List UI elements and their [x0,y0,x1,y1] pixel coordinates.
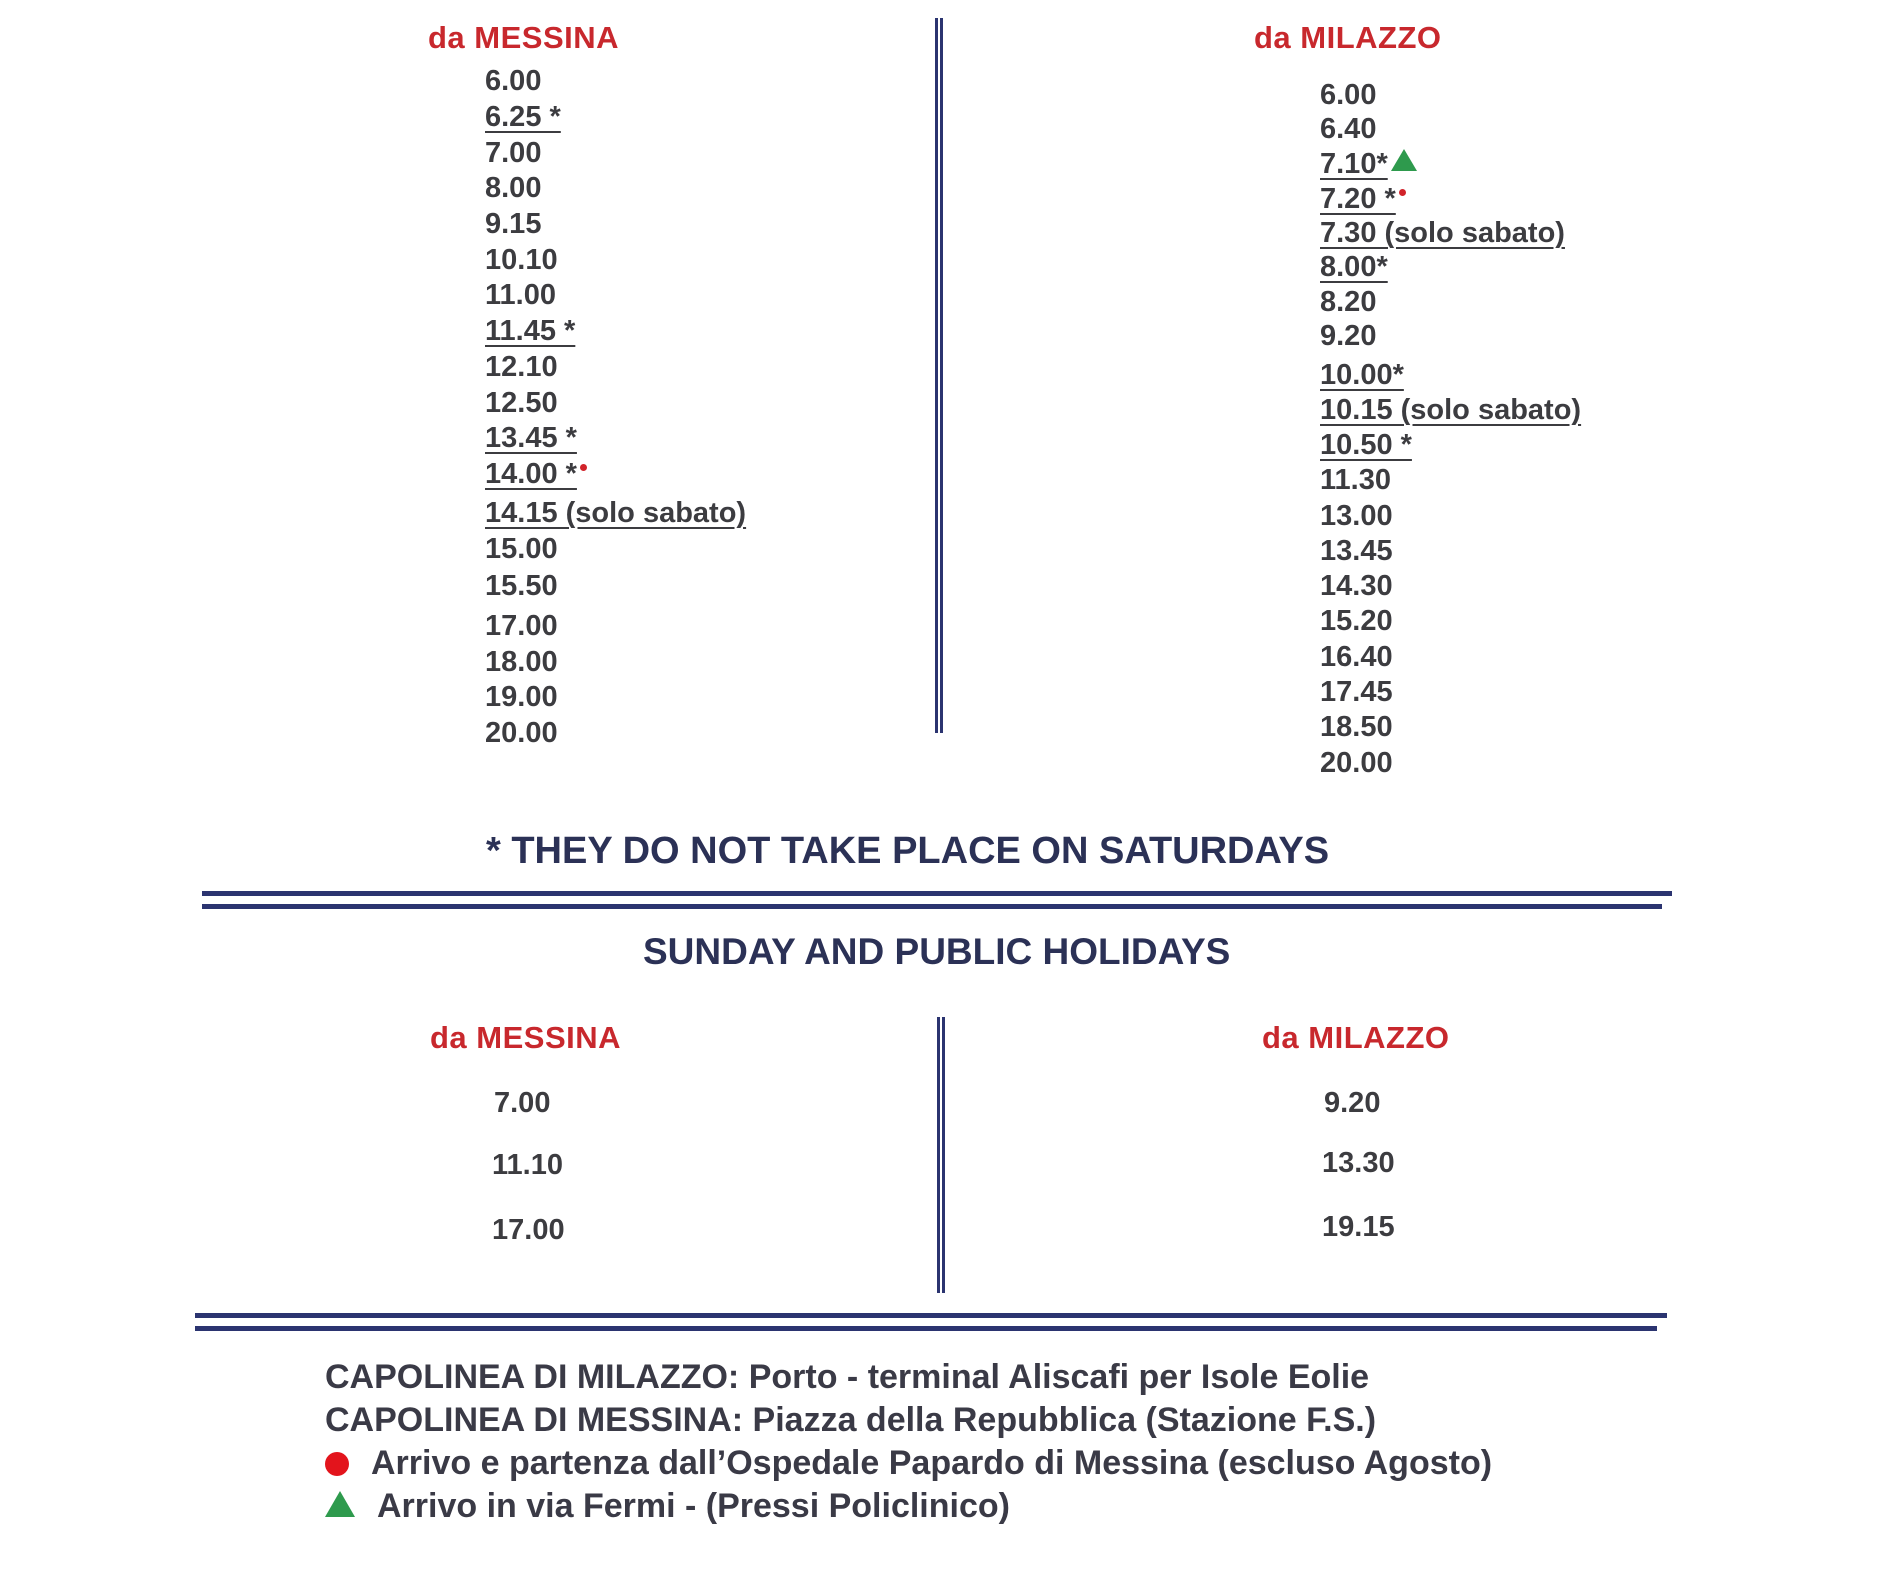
messina-time-label: 17.00 [485,610,558,642]
milazzo-time-row [1320,499,1393,533]
milazzo-time-row [1320,393,1581,427]
green-triangle-icon [325,1491,355,1517]
messina-time-row [485,680,558,714]
sunday-milazzo-heading: da MILAZZO [1262,1020,1450,1055]
milazzo-time-row [1320,604,1393,638]
sunday-messina-time: 11.10 [492,1149,563,1181]
milazzo-time-row [1320,216,1565,250]
messina-terminal-line [325,1401,1376,1440]
milazzo-terminal-label: CAPOLINEA DI MILAZZO: [325,1358,740,1396]
messina-time-row [485,314,575,348]
messina-terminal-label: CAPOLINEA DI MESSINA: [325,1401,744,1439]
sunday-milazzo-time: 19.15 [1322,1211,1395,1243]
red-dot-icon [580,464,587,471]
messina-time-row [485,386,558,420]
weekday-column-divider [935,18,943,733]
milazzo-time-label: 10.00* [1320,359,1404,391]
milazzo-time-label: 10.15 (solo sabato) [1320,394,1582,426]
messina-time-label: 15.50 [485,570,558,602]
messina-time-row [485,609,558,643]
milazzo-time-label: 13.45 [1320,535,1393,567]
messina-time-row [485,496,746,530]
red-dot-icon [325,1452,349,1476]
milazzo-time-label: 16.40 [1320,641,1393,673]
messina-time-row [485,171,541,205]
saturday-note: * THEY DO NOT TAKE PLACE ON SATURDAYS [486,830,1330,872]
messina-time-label: 8.00 [485,172,542,204]
messina-time-label: 11.45 * [485,315,576,347]
milazzo-time-row [1320,147,1417,181]
messina-time-label: 6.00 [485,65,542,97]
milazzo-time-label: 17.45 [1320,676,1393,708]
messina-time-row [485,716,558,750]
sunday-milazzo-time: 13.30 [1322,1147,1395,1179]
weekday-messina-times [485,64,805,764]
messina-time-row [485,350,558,384]
section-divider-bottom-1 [195,1313,1667,1318]
milazzo-time-row [1320,640,1393,674]
messina-time-label: 10.10 [485,244,558,276]
messina-time-label: 13.45 * [485,422,577,454]
milazzo-time-row [1320,250,1388,284]
messina-time-label: 20.00 [485,717,558,749]
milazzo-terminal-value: Porto - terminal Aliscafi per Isole Eolie [748,1358,1370,1396]
milazzo-time-row [1320,358,1404,392]
messina-time-label: 18.00 [485,646,558,678]
green-triangle-icon [1391,149,1417,171]
messina-time-label: 11.00 [485,279,556,311]
messina-time-label: 12.50 [485,387,558,419]
legend-triangle-text: Arrivo in via Fermi - (Pressi Policlinico) [377,1487,1010,1525]
milazzo-time-row [1320,428,1412,462]
milazzo-time-label: 7.20 * [1320,183,1396,215]
section-divider-bottom-2 [195,1326,1657,1331]
milazzo-time-label: 15.20 [1320,605,1393,637]
milazzo-time-row [1320,746,1393,780]
weekday-milazzo-times [1320,78,1640,798]
milazzo-time-label: 20.00 [1320,747,1393,779]
milazzo-time-row [1320,569,1393,603]
messina-time-row [485,421,577,455]
messina-time-label: 14.00 * [485,458,577,490]
milazzo-time-label: 14.30 [1320,570,1393,602]
milazzo-time-label: 6.00 [1320,79,1377,111]
sunday-title: SUNDAY AND PUBLIC HOLIDAYS [643,931,1231,972]
messina-time-row [485,64,541,98]
messina-time-row [485,278,556,312]
messina-time-row [485,243,558,277]
red-dot-icon [1399,189,1406,196]
messina-time-label: 7.00 [485,137,542,169]
milazzo-time-label: 6.40 [1320,113,1377,145]
messina-time-label: 12.10 [485,351,558,383]
weekday-messina-heading: da MESSINA [428,20,620,55]
messina-time-row [485,100,561,134]
messina-time-row [485,569,558,603]
milazzo-time-row [1320,534,1393,568]
milazzo-time-label: 8.00* [1320,251,1388,283]
sunday-column-divider [937,1017,945,1293]
milazzo-time-label: 8.20 [1320,286,1377,318]
legend-dot-line [325,1444,1492,1483]
sunday-milazzo-time: 9.20 [1324,1087,1381,1119]
milazzo-time-label: 7.10* [1320,148,1388,180]
sunday-messina-heading: da MESSINA [430,1020,622,1055]
milazzo-time-label: 9.20 [1320,320,1377,352]
messina-time-row [485,207,541,241]
messina-time-row [485,532,558,566]
messina-time-label: 19.00 [485,681,558,713]
milazzo-time-label: 10.50 * [1320,429,1412,461]
milazzo-time-row [1320,112,1376,146]
milazzo-time-row [1320,182,1406,216]
milazzo-time-row [1320,463,1391,497]
milazzo-time-row [1320,285,1376,319]
messina-time-label: 14.15 (solo sabato) [485,497,747,529]
messina-terminal-value: Piazza della Repubblica (Stazione F.S.) [752,1401,1377,1439]
sunday-messina-time: 17.00 [492,1214,565,1246]
milazzo-terminal-line [325,1358,1369,1397]
messina-time-label: 6.25 * [485,101,561,133]
milazzo-time-label: 7.30 (solo sabato) [1320,217,1565,249]
milazzo-time-row [1320,675,1393,709]
section-divider-top-1 [202,891,1672,896]
milazzo-time-row [1320,319,1376,353]
milazzo-time-label: 18.50 [1320,711,1393,743]
milazzo-time-label: 11.30 [1320,464,1391,496]
weekday-milazzo-heading: da MILAZZO [1254,20,1442,55]
messina-time-row [485,645,558,679]
messina-time-row [485,457,587,491]
milazzo-time-label: 13.00 [1320,500,1393,532]
section-divider-top-2 [202,904,1662,909]
legend-triangle-line [325,1487,1010,1526]
legend-dot-text: Arrivo e partenza dall’Ospedale Papardo di Messina (escluso Agosto) [371,1444,1493,1482]
messina-time-label: 9.15 [485,208,542,240]
sunday-messina-time: 7.00 [494,1087,551,1119]
milazzo-time-row [1320,78,1376,112]
milazzo-time-row [1320,710,1393,744]
messina-time-label: 15.00 [485,533,558,565]
messina-time-row [485,136,541,170]
